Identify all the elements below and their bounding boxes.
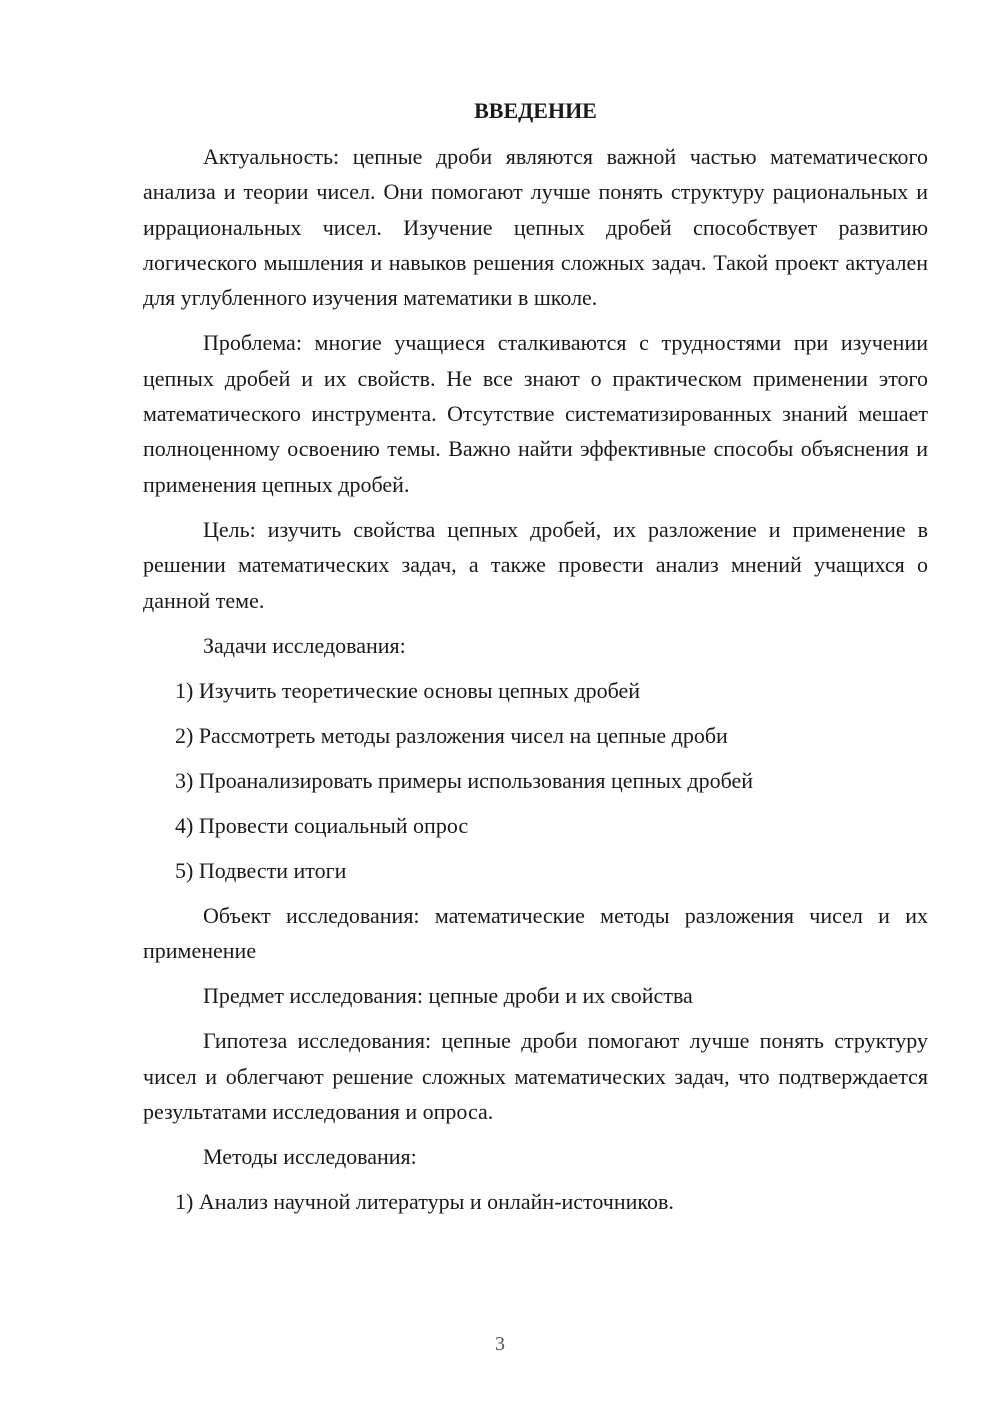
page-title: ВВЕДЕНИЕ [474,98,597,123]
methods-heading: Методы исследования: [203,1144,417,1170]
document-page [143,93,928,1229]
tasks-heading: Задачи исследования: [203,632,406,658]
page-number: 3 [495,1333,505,1355]
goal-paragraph: Цель: изучить свойства цепных дробей, их разложение и применение в решении математических задач, а также провести анализ мнений учащихся о данной теме. [143,516,928,613]
tasks-list [143,673,928,888]
list-item: 4) Провести социальный опрос [175,812,469,838]
list-item: 1) Изучить теоретические основы цепных дробей [175,677,641,703]
list-item: 1) Анализ научной литературы и онлайн-источников. [175,1189,674,1215]
problem-paragraph: Проблема: многие учащиеся сталкиваются с трудностями при изучении цепных дробей и их свойств. Не все знают о практическом применении этого математического инструмента. Отсутствие систематизированных знаний мешает полноценному освоению темы. Важно найти эффективные способы объяснения и применения цепных дробей. [143,330,928,497]
object-paragraph: Объект исследования: математические методы разложения чисел и их применение [143,902,928,964]
hypothesis-paragraph: Гипотеза исследования: цепные дроби помогают лучше понять структуру чисел и облегчают решение сложных математических задач, что подтверждается результатами исследования и опроса. [143,1028,928,1125]
relevance-paragraph: Актуальность: цепные дроби являются важной частью математического анализа и теории чисел. Они помогают лучше понять структуру рациональных и иррациональных чисел. Изучение цепных дробей способствует развитию логического мышления и навыков решения сложных задач. Такой проект актуален для углубленного изучения математики в школе. [143,144,928,311]
list-item: 5) Подвести итоги [175,857,347,883]
subject-paragraph: Предмет исследования: цепные дроби и их свойства [203,983,693,1009]
list-item: 3) Проанализировать примеры использования цепных дробей [175,767,754,793]
methods-list [143,1184,928,1219]
list-item: 2) Рассмотреть методы разложения чисел на цепные дроби [175,722,728,748]
